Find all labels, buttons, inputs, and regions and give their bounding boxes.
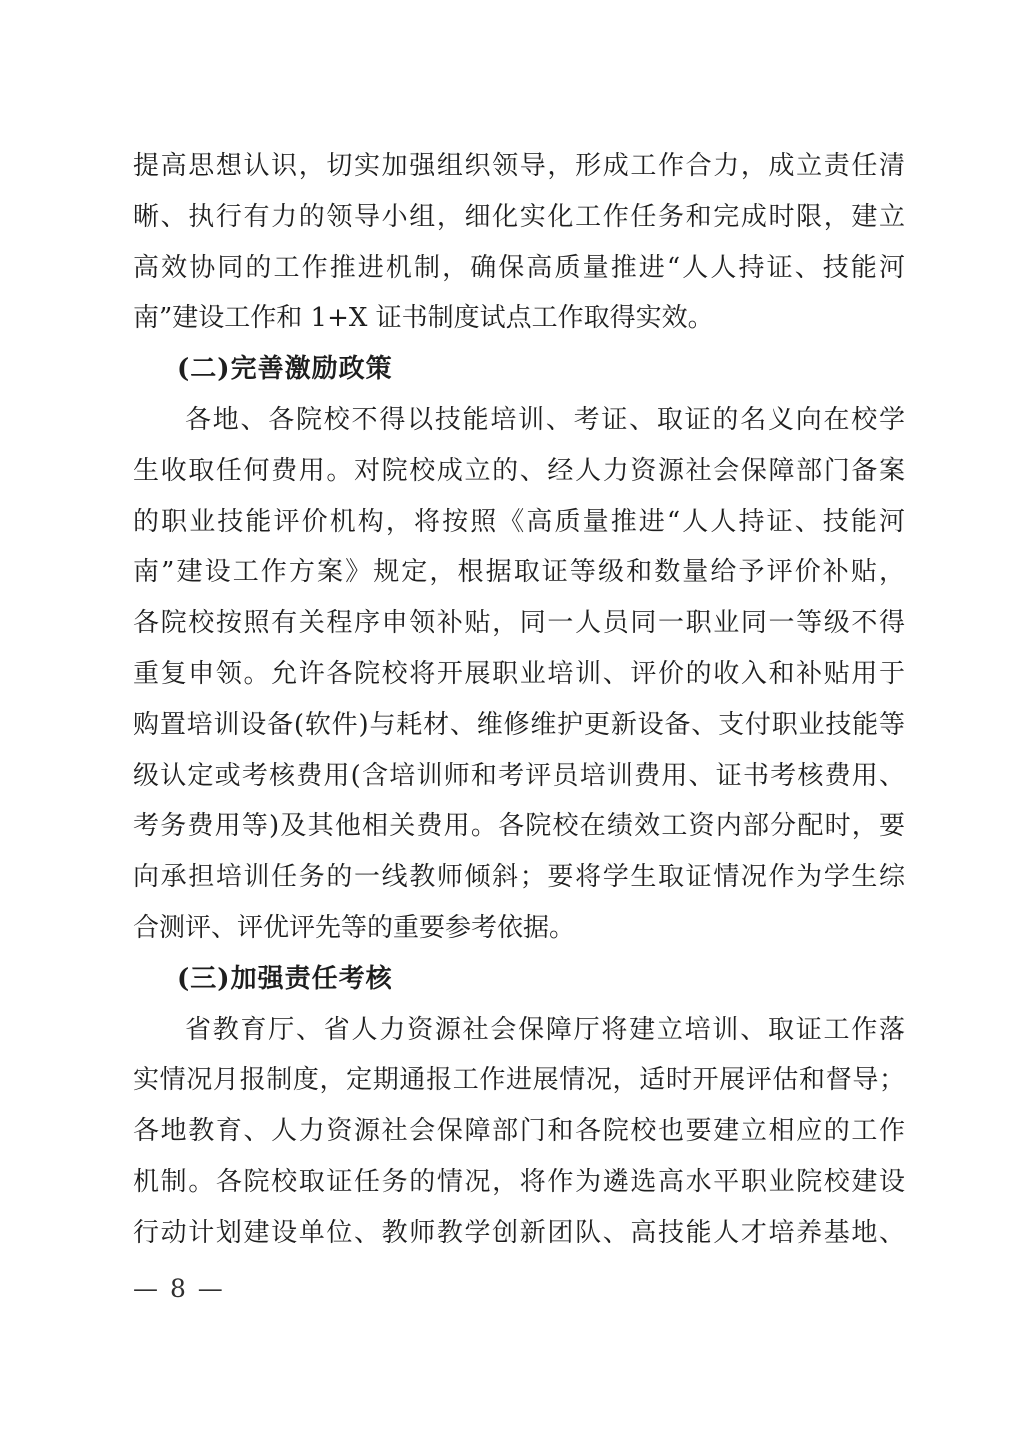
section-heading: (二)完善激励政策 [177, 354, 393, 385]
text-line: 高效协同的工作推进机制，确保高质量推进“人人持证、技能河 [133, 252, 905, 283]
text-line: 各地、各院校不得以技能培训、考证、取证的名义向在校学 [185, 404, 905, 435]
text-line: 南”建设工作方案》规定，根据取证等级和数量给予评价补贴， [133, 557, 905, 588]
text-line: 各地教育、人力资源社会保障部门和各院校也要建立相应的工作 [133, 1116, 905, 1147]
text-line: 各院校按照有关程序申领补贴，同一人员同一职业同一等级不得 [133, 608, 905, 639]
text-line: 南”建设工作和 1+X 证书制度试点工作取得实效。 [133, 303, 714, 334]
text-line: 生收取任何费用。对院校成立的、经人力资源社会保障部门备案 [133, 455, 905, 486]
text-line: 省教育厅、省人力资源社会保障厅将建立培训、取证工作落 [185, 1014, 905, 1045]
page-number: — 8 — [133, 1274, 225, 1303]
section-heading: (三)加强责任考核 [177, 963, 393, 994]
text-line: 重复申领。允许各院校将开展职业培训、评价的收入和补贴用于 [133, 658, 905, 689]
document-body [133, 141, 905, 1259]
text-line: 晰、执行有力的领导小组，细化实化工作任务和完成时限，建立 [133, 201, 905, 232]
text-line: 合测评、评优评先等的重要参考依据。 [133, 912, 576, 943]
text-line: 购置培训设备(软件)与耗材、维修维护更新设备、支付职业技能等 [133, 709, 905, 740]
text-line: 向承担培训任务的一线教师倾斜；要将学生取证情况作为学生综 [133, 862, 905, 893]
text-line: 考务费用等)及其他相关费用。各院校在绩效工资内部分配时，要 [133, 811, 905, 842]
text-line: 级认定或考核费用(含培训师和考评员培训费用、证书考核费用、 [133, 760, 905, 791]
text-line: 机制。各院校取证任务的情况，将作为遴选高水平职业院校建设 [133, 1166, 905, 1197]
text-line: 实情况月报制度，定期通报工作进展情况，适时开展评估和督导； [133, 1065, 905, 1096]
text-line: 提高思想认识，切实加强组织领导，形成工作合力，成立责任清 [133, 151, 905, 181]
text-line: 的职业技能评价机构，将按照《高质量推进“人人持证、技能河 [133, 506, 905, 537]
text-line: 行动计划建设单位、教师教学创新团队、高技能人才培养基地、 [133, 1217, 905, 1248]
